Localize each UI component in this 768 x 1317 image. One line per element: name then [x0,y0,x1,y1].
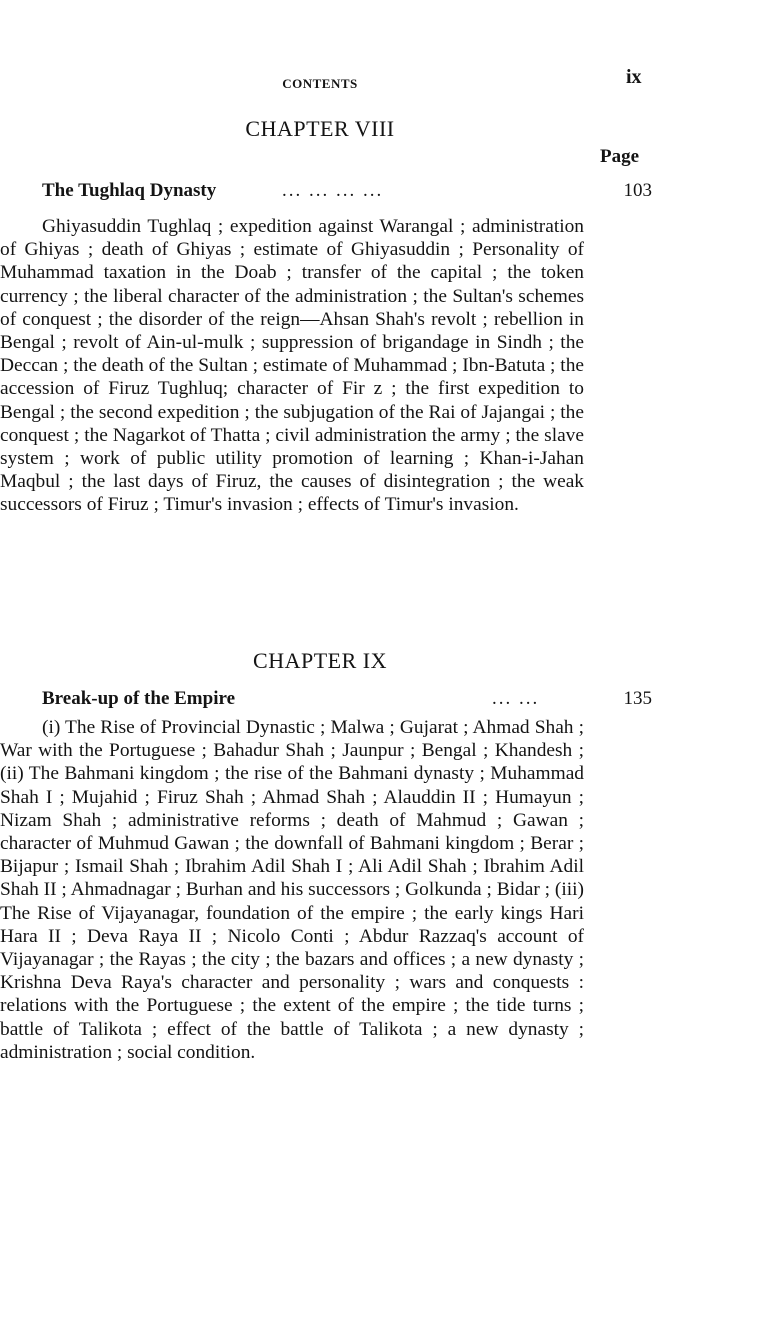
entry-title: The Tughlaq Dynasty [42,180,217,201]
page-number: ix [626,66,642,88]
entry-title: Break-up of the Empire [42,688,235,709]
running-head: CONTENTS [282,76,358,91]
leader-dots: ... ... [492,688,540,709]
entry-page-number: 135 [623,688,652,709]
leader-dots: ... ... ... ... [282,180,384,201]
page-column-label: Page [600,146,640,167]
chapter-title: CHAPTER VIII [245,116,395,141]
contents-entry [42,688,652,714]
chapter-summary: (i) The Rise of Provincial Dynastic ; Malwa ; Gujarat ; Ahmad Shah ; War with the Portuguese ; Bahadur Shah ; Jaunpur ; Bengal ; Khandesh ; (ii) The Bahmani kingdom ; the rise of the Bahmani dynasty ; Muhammad Shah I ; Mujahid ; Firuz Shah ; Ahmad Shah ; Alauddin II ; Humayun ; Nizam Shah ; administrative reforms ; death of Mahmud ; Gawan ; character of Muhmud Gawan ; the downfall of Bahmani kingdom ; Berar ; Bijapur ; Ismail Shah ; Ibrahim Adil Shah I ; Ali Adil Shah ; Ibrahim Adil Shah II ; Ahmadnagar ; Burhan and his successors ; Golkunda ; Bidar ; (iii) The Rise of Vijayanagar, foundation of the empire ; the early kings Hari Hara II ; Deva Raya II ; Nicolo Conti ; Abdur Razzaq's account of Vijayanagar ; the Rayas ; the city ; the bazars and offices ; a new dynasty ; Krishna Deva Raya's character and personality ; wars and conquests : relations with the Portuguese ; the extent of the empire ; the tide turns ; battle of Talikota ; effect of the battle of Talikota ; a new dynasty ; administration ; social condition. [0,717,584,1063]
contents-entry [42,180,652,206]
chapter-title: CHAPTER IX [253,648,387,673]
entry-page-number: 103 [623,180,652,201]
chapter-summary: Ghiyasuddin Tughlaq ; expedition against Warangal ; administration of Ghiyas ; death of Ghiyas ; estimate of Ghiyasuddin ; Personality of Muhammad taxation in the Doab ; transfer of the capital ; the token currency ; the liberal character of the administration ; the Sultan's schemes of conquest ; the disorder of the reign—Ahsan Shah's revolt ; rebellion in Bengal ; revolt of Ain-ul-mulk ; suppression of brigandage in Sindh ; the Deccan ; the death of the Sultan ; estimate of Muhammad ; Ibn-Batuta ; the accession of Firuz Tughluq; character of Fir z ; the first expedition to Bengal ; the second expedition ; the subjugation of the Rai of Jajangai ; the conquest ; the Nagarkot of Thatta ; civil administration the army ; the slave system ; work of public utility promotion of learning ; Khan-i-Jahan Maqbul ; the last days of Firuz, the causes of disintegration ; the weak successors of Firuz ; Timur's invasion ; effects of Timur's invasion. [0,216,584,516]
